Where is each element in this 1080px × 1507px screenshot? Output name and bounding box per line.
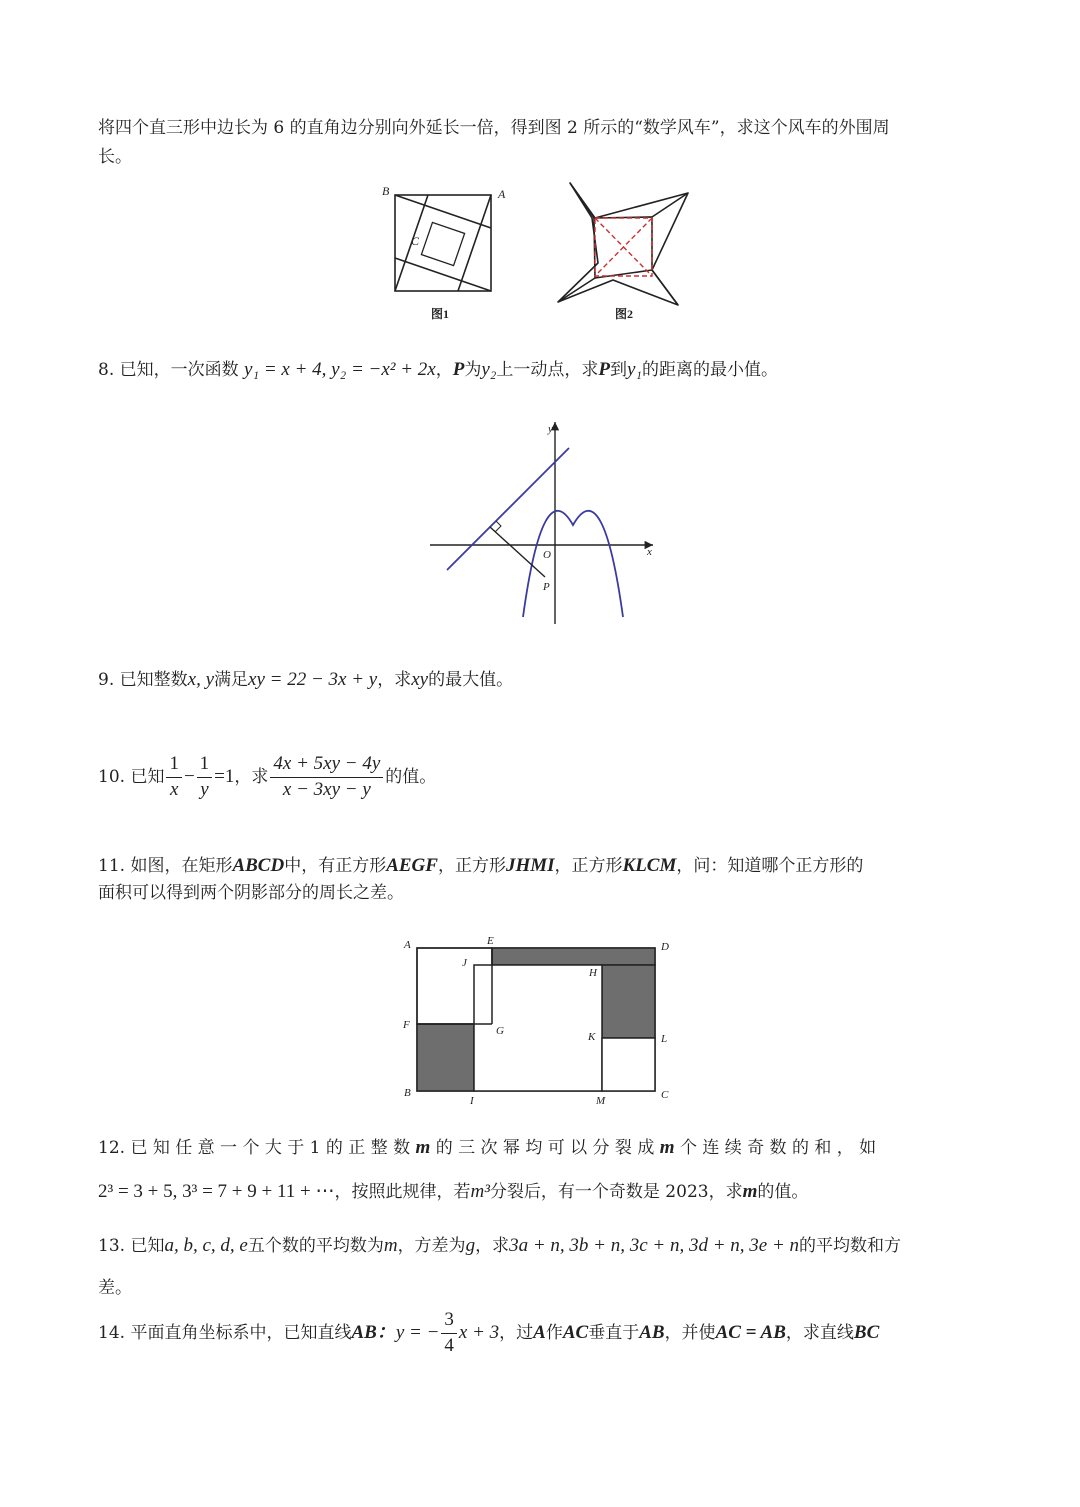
lbl-e: E xyxy=(487,935,494,947)
q9-pre: 已知整数 xyxy=(119,670,188,690)
q14-ab: AB： xyxy=(351,1321,396,1343)
question-14 xyxy=(98,1310,879,1357)
q13-t4: ，求 xyxy=(475,1236,510,1256)
q11-t4: ，正方形 xyxy=(554,856,623,876)
q11-t5: ，问：知道哪个正方形的 xyxy=(676,856,864,876)
lbl-h: H xyxy=(589,967,597,979)
q12-m3: m³ xyxy=(470,1181,490,1202)
problem-7-line1: 将四个直三形中边长为 6 的直角边分别向外延长一倍，得到图 2 所示的“数学风车”，求这个风车的外围周 xyxy=(98,118,890,138)
q14-t3: 作 xyxy=(545,1322,563,1343)
q9-number: 9. xyxy=(98,670,115,690)
q14-t6: ，求直线 xyxy=(785,1322,854,1343)
q13-t3: ，方差为 xyxy=(397,1236,466,1256)
lbl-m: M xyxy=(596,1095,606,1107)
question-13-line2: 差。 xyxy=(98,1278,132,1298)
lbl-k: K xyxy=(588,1031,596,1043)
q8-y2: y₂ xyxy=(481,359,497,380)
q12-m4: m xyxy=(742,1181,758,1202)
q10-fraction-3: $\frac{4x + 5xy - 4y}{x - 3xy - y}$ xyxy=(270,754,383,801)
question-13-line1 xyxy=(98,1236,901,1255)
label-p: P xyxy=(543,581,550,593)
lbl-j: J xyxy=(462,957,467,969)
q8-comma: ， xyxy=(435,360,453,380)
figure-windmill xyxy=(370,175,700,330)
label-y: y xyxy=(548,423,553,435)
q8-equation: y₁ = x + 4, y₂ = −x² + 2x xyxy=(244,359,436,380)
square-jhmi xyxy=(474,965,602,1091)
lbl-i: I xyxy=(470,1095,474,1107)
q12-t1: ，按照此规律，若 xyxy=(334,1182,471,1202)
q11-t2: 中，有正方形 xyxy=(284,856,387,876)
q10-fraction-2: $\frac{1}{y}$ xyxy=(197,754,213,801)
question-12-line1 xyxy=(98,1138,876,1157)
q9-xy: xy xyxy=(411,669,429,690)
q14-eq2: x + 3 xyxy=(458,1321,500,1343)
q10-minus: − xyxy=(183,765,195,787)
q14-t4: 垂直于 xyxy=(588,1322,640,1343)
q12-m1: m xyxy=(415,1137,431,1158)
q14-fraction: $\frac{3}{4}$ xyxy=(441,1310,457,1357)
q12-t2: 分裂后，有一个奇数是 2023，求 xyxy=(489,1182,743,1202)
parabola-y2 xyxy=(523,511,623,617)
q11-abcd: ABCD xyxy=(232,855,285,876)
q10-fraction-1: $\frac{1}{x}$ xyxy=(166,754,182,801)
q10-pre: 已知 xyxy=(130,766,165,787)
lbl-d: D xyxy=(661,941,669,953)
lbl-c: C xyxy=(661,1089,669,1101)
q12-line1: 12. 已 知 任 意 一 个 大 于 1 的 正 整 数 xyxy=(98,1138,411,1158)
q8-number: 8. xyxy=(98,360,115,380)
question-10 xyxy=(98,754,436,801)
q12-t3: 的值。 xyxy=(757,1182,809,1202)
fig2-caption: 图2 xyxy=(615,307,634,321)
q13-number: 13. xyxy=(98,1236,126,1256)
square-klcm xyxy=(602,1038,655,1091)
figure-2-inner-square xyxy=(595,218,652,276)
q14-a: A xyxy=(533,1321,546,1343)
q10-t2: 的值。 xyxy=(385,766,437,787)
q14-t1: 平面直角坐标系中，已知直线 xyxy=(130,1322,352,1343)
q8-pre: 已知，一次函数 xyxy=(119,360,239,380)
q8-t3: 到 xyxy=(610,360,627,380)
q12-m2: m xyxy=(659,1137,675,1158)
q14-t2: ，过 xyxy=(499,1322,534,1343)
right-angle-mark xyxy=(495,521,501,532)
q13-g: g xyxy=(465,1235,476,1256)
lbl-a: A xyxy=(404,939,411,951)
q12-line1c: 个 连 续 奇 数 的 和 ， 如 xyxy=(679,1138,877,1158)
question-9 xyxy=(98,670,513,689)
q11-aegf: AEGF xyxy=(386,855,438,876)
q11-jhmi: JHMI xyxy=(505,855,555,876)
figure-rectangle-q11 xyxy=(395,932,685,1107)
q8-p: P xyxy=(452,359,465,380)
fig1-label-c: C xyxy=(411,234,420,248)
q13-t1: 已知 xyxy=(130,1236,165,1256)
q14-eq1: y = − xyxy=(395,1321,440,1343)
q12-equation: 2³ = 3 + 5, 3³ = 7 + 9 + 11 + ⋯ xyxy=(98,1181,335,1202)
figure-graph-q8 xyxy=(425,412,665,627)
q14-number: 14. xyxy=(98,1322,126,1343)
q8-t1: 为 xyxy=(464,360,482,380)
q9-t3: 的最大值。 xyxy=(428,670,514,690)
q13-t2: 五个数的平均数为 xyxy=(247,1236,384,1256)
q14-ac2: AC = AB xyxy=(715,1321,786,1343)
q13-exprs: 3a + n, 3b + n, 3c + n, 3d + n, 3e + n xyxy=(509,1235,800,1256)
q14-ab2: AB xyxy=(639,1321,665,1343)
label-x: x xyxy=(647,546,652,558)
q11-t3: ，正方形 xyxy=(437,856,506,876)
fig1-label-b: B xyxy=(382,184,390,198)
q14-t5: ，并使 xyxy=(664,1322,716,1343)
figure-2 xyxy=(558,183,688,305)
q8-y1: y₁ xyxy=(627,359,643,380)
q9-equation: xy = 22 − 3x + y xyxy=(248,669,378,690)
q10-t1: ，求 xyxy=(234,766,269,787)
q14-ac: AC xyxy=(562,1321,589,1343)
question-11-line2: 面积可以得到两个阴影部分的周长之差。 xyxy=(98,883,404,903)
lbl-b: B xyxy=(404,1087,411,1099)
q8-t4: 的距离的最小值。 xyxy=(642,360,779,380)
q10-equals: =1 xyxy=(214,765,235,787)
lbl-g: G xyxy=(496,1025,504,1037)
question-12-line2 xyxy=(98,1182,808,1201)
q14-bc: BC xyxy=(853,1321,880,1343)
q13-t5: 的平均数和方 xyxy=(799,1236,902,1256)
q11-number: 11. xyxy=(98,856,126,876)
question-8 xyxy=(98,360,778,379)
lbl-f: F xyxy=(403,1019,410,1031)
q11-klcm: KLCM xyxy=(622,855,677,876)
q8-t2: 上一动点，求 xyxy=(496,360,599,380)
fig1-caption: 图1 xyxy=(431,307,450,321)
q11-t1: 如图，在矩形 xyxy=(130,856,233,876)
perpendicular-segment xyxy=(490,527,545,577)
q13-m: m xyxy=(383,1235,398,1256)
q8-p2: P xyxy=(598,359,610,380)
figure-1 xyxy=(395,195,491,291)
q9-t2: ，求 xyxy=(377,670,412,690)
question-11-line1 xyxy=(98,856,863,875)
q12-line1b: 的 三 次 幂 均 可 以 分 裂 成 xyxy=(435,1138,655,1158)
q9-t1: 满足 xyxy=(214,670,249,690)
fig1-label-a: A xyxy=(498,187,506,201)
q10-number: 10. xyxy=(98,766,126,787)
label-o: O xyxy=(543,549,551,561)
lbl-l: L xyxy=(661,1033,668,1045)
q9-vars: x, y xyxy=(187,669,215,690)
problem-7-line2: 长。 xyxy=(98,147,132,167)
q13-vars: a, b, c, d, e xyxy=(164,1235,248,1256)
